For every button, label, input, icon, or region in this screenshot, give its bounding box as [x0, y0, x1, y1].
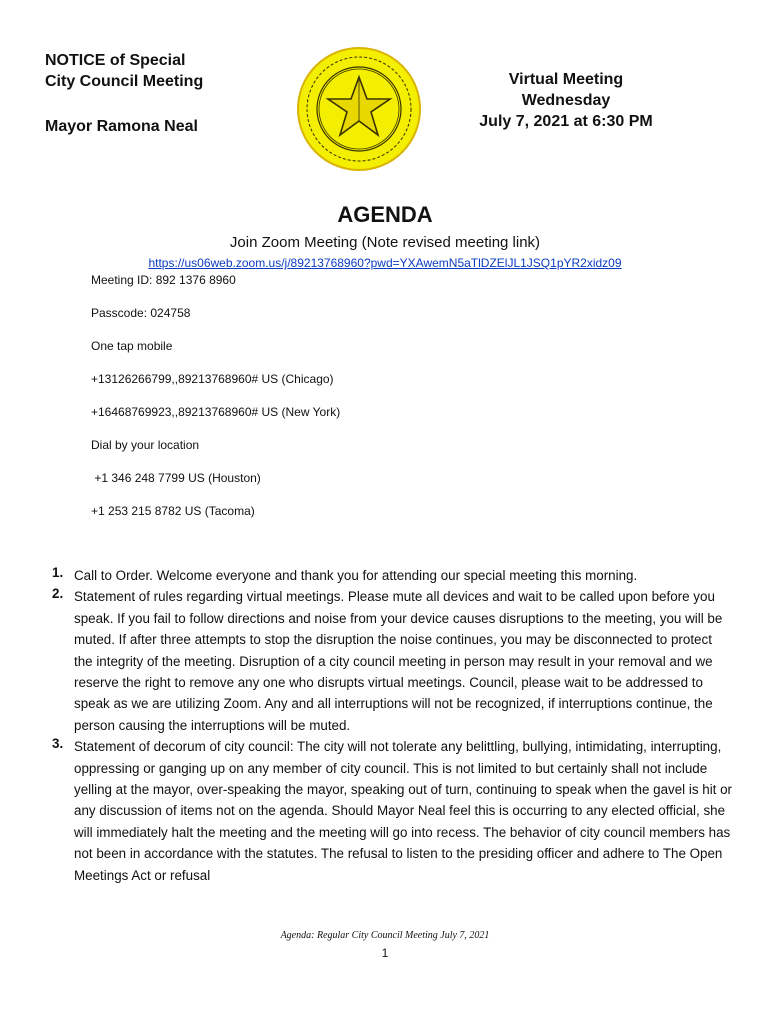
- meeting-datetime: July 7, 2021 at 6:30 PM: [479, 113, 653, 130]
- agenda-item: [52, 565, 732, 586]
- item-text: Statement of rules regarding virtual meetings. Please mute all devices and wait to be called upon before you speak. If you fail to follow directions and noise from your device causes disruptions to the meeting, you will be muted. If after three attempts to stop the disruption the noise continues, you may be disconnected to protect the integrity of the meeting. Disruption of a city council meeting in person may result in your removal and we reserve the right to remove any one who disrupts virtual meetings. Council, please wait to be addressed to speak as we are utilizing Zoom. Any and all interruptions will not be recognized, if interruptions continue, the person causing the interruptions will be muted.: [74, 589, 723, 733]
- item-number: 3.: [52, 736, 64, 752]
- mayor-name: Mayor Ramona Neal: [45, 118, 198, 135]
- dial-tacoma: +1 253 215 8782 US (Tacoma): [91, 504, 255, 518]
- agenda-items: [52, 565, 732, 886]
- item-number: 1.: [52, 565, 64, 580]
- one-tap-label: One tap mobile: [91, 339, 173, 353]
- meeting-weekday: Wednesday: [521, 92, 611, 109]
- meeting-id: Meeting ID: 892 1376 8960: [91, 273, 236, 287]
- item-number: 2.: [52, 586, 64, 602]
- zoom-details: [91, 272, 340, 536]
- meeting-type: Virtual Meeting: [508, 71, 624, 88]
- agenda-item: [52, 736, 732, 886]
- notice-line-1: NOTICE of Special: [45, 52, 186, 69]
- notice-line-2: City Council Meeting: [45, 73, 204, 90]
- city-seal-logo: [297, 47, 421, 171]
- agenda-title: AGENDA: [337, 202, 433, 227]
- item-text: Statement of decorum of city council: The city will not tolerate any belittling, bullying, intimidating, interrupting, oppressing or ganging up on any member of city council. This is not limited to but certainly shall not include yelling at the mayor, over-speaking the mayor, speaking out of turn, continuing to speak when the gavel is hit or any discussion of items not on the agenda. Should Mayor Neal feel this is occurring to any elected official, she will immediately halt the meeting and the meeting will go into recess. The behavior of city council members has not been in accordance with the statutes. The refusal to listen to the presiding officer and adhere to The Open Meetings Act or refusal: [74, 739, 733, 883]
- zoom-meeting-link[interactable]: https://us06web.zoom.us/j/89213768960?pwd=YXAwemN5aTlDZElJL1JSQ1pYR2xidz09: [148, 256, 622, 270]
- zoom-heading: Join Zoom Meeting (Note revised meeting link): [229, 234, 541, 251]
- dial-by-location-label: Dial by your location: [91, 438, 200, 452]
- dial-houston: +1 346 248 7799 US (Houston): [91, 471, 261, 485]
- one-tap-new-york: +16468769923,,89213768960# US (New York): [91, 405, 341, 419]
- one-tap-chicago: +13126266799,,89213768960# US (Chicago): [91, 372, 334, 386]
- agenda-item: [52, 586, 732, 736]
- page-number: 1: [381, 946, 389, 960]
- notice-title: [45, 50, 203, 92]
- meeting-info: [466, 69, 666, 132]
- page-footer: Agenda: Regular City Council Meeting July 7, 2021: [280, 930, 490, 941]
- passcode: Passcode: 024758: [91, 306, 191, 320]
- item-text: Call to Order. Welcome everyone and thank you for attending our special meeting this morning.: [74, 568, 638, 583]
